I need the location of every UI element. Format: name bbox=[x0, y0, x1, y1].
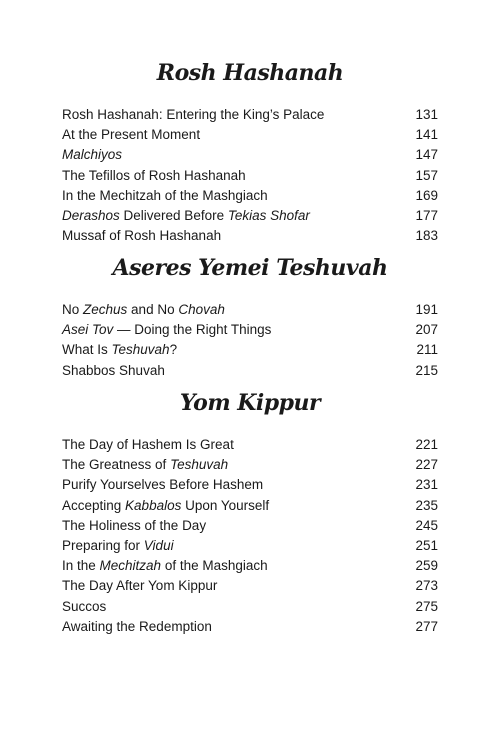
entry-list bbox=[62, 300, 438, 381]
entry-page-number: 231 bbox=[415, 477, 438, 493]
entry-page-number: 191 bbox=[415, 302, 438, 317]
entry-title-text: At the Present Moment bbox=[62, 127, 201, 143]
entry-title bbox=[62, 475, 263, 495]
toc-entry bbox=[62, 435, 438, 455]
entry-title bbox=[62, 597, 106, 617]
toc-entry bbox=[62, 496, 438, 516]
entry-title-italic: Chovah bbox=[178, 302, 225, 317]
toc-entry bbox=[62, 186, 438, 206]
entry-page-number: 273 bbox=[415, 578, 438, 594]
entry-title-text: Succos bbox=[62, 598, 107, 614]
entry-page-number: 221 bbox=[415, 437, 438, 452]
toc-entry bbox=[62, 576, 438, 596]
entry-title-italic: Zechus bbox=[83, 302, 128, 317]
entry-title-text: In the Mechitzah of the Mashgiach bbox=[62, 187, 268, 203]
toc-entry bbox=[62, 166, 438, 186]
toc-entry bbox=[62, 516, 438, 536]
entry-title-text: — Doing the Right Things bbox=[113, 322, 272, 338]
section-rosh-hashanah bbox=[62, 57, 438, 246]
toc-entry bbox=[62, 105, 438, 125]
entry-title-text: Shabbos Shuvah bbox=[62, 362, 165, 378]
entry-page-number: 259 bbox=[415, 558, 438, 574]
entry-title-text: In the bbox=[62, 558, 100, 574]
entry-title-text: ? bbox=[169, 342, 178, 358]
entry-title bbox=[62, 166, 246, 186]
toc-entry bbox=[62, 125, 438, 145]
entry-title-italic: Vidui bbox=[143, 537, 174, 553]
entry-list bbox=[62, 435, 438, 637]
entry-page-number: 275 bbox=[415, 598, 438, 614]
entry-title-text: What Is bbox=[62, 342, 112, 358]
toc-entry bbox=[62, 597, 438, 617]
entry-page-number: 157 bbox=[415, 167, 438, 183]
entry-title-italic: Mechitzah bbox=[99, 558, 162, 574]
entry-title bbox=[62, 361, 165, 381]
entry-title bbox=[62, 206, 310, 226]
entry-page-number: 183 bbox=[415, 228, 438, 244]
entry-title bbox=[62, 186, 268, 206]
entry-title-text: Awaiting the Redemption bbox=[62, 618, 212, 634]
toc-entry bbox=[62, 536, 438, 556]
entry-title-text: Purify Yourselves Before Hashem bbox=[62, 477, 264, 493]
entry-title bbox=[62, 105, 324, 125]
entry-title bbox=[62, 516, 206, 536]
entry-page-number: 211 bbox=[416, 342, 438, 358]
entry-list bbox=[62, 105, 438, 246]
entry-title-text: Delivered Before bbox=[119, 207, 228, 223]
entry-title-text: The Greatness of bbox=[62, 457, 171, 473]
entry-title-text: Mussaf of Rosh Hashanah bbox=[62, 228, 222, 244]
entry-title bbox=[62, 226, 221, 246]
toc-entry bbox=[62, 361, 438, 381]
toc-entry bbox=[62, 617, 438, 637]
entry-title-italic: Malchiyos bbox=[62, 147, 123, 163]
entry-title bbox=[62, 145, 122, 165]
section-title: Rosh Hashanah bbox=[156, 60, 344, 86]
entry-page-number: 215 bbox=[415, 362, 438, 378]
entry-title-italic: Tekias Shofar bbox=[227, 207, 310, 223]
entry-page-number: 277 bbox=[415, 618, 438, 634]
entry-page-number: 177 bbox=[415, 207, 438, 223]
entry-page-number: 235 bbox=[415, 497, 438, 513]
entry-title-text: Upon Yourself bbox=[181, 497, 270, 513]
entry-title bbox=[62, 300, 225, 320]
section-title: Aseres Yemei Teshuvah bbox=[112, 255, 388, 281]
entry-title bbox=[62, 340, 177, 360]
entry-title-text: The Holiness of the Day bbox=[62, 517, 207, 533]
entry-page-number: 141 bbox=[415, 127, 438, 143]
toc-entry bbox=[62, 206, 438, 226]
entry-title bbox=[62, 617, 212, 637]
entry-page-number: 169 bbox=[415, 187, 438, 203]
section-title: Yom Kippur bbox=[179, 390, 321, 416]
entry-title bbox=[62, 435, 234, 455]
entry-title bbox=[62, 536, 174, 556]
entry-title-italic: Teshuvah bbox=[170, 457, 229, 473]
entry-title bbox=[62, 556, 268, 576]
entry-title-text: No bbox=[62, 302, 84, 317]
entry-title-italic: Teshuvah bbox=[111, 342, 170, 358]
toc-entry bbox=[62, 320, 438, 340]
entry-title bbox=[62, 496, 269, 516]
toc-entry bbox=[62, 226, 438, 246]
entry-title bbox=[62, 455, 228, 475]
toc-entry bbox=[62, 475, 438, 495]
toc-entry bbox=[62, 455, 438, 475]
entry-page-number: 207 bbox=[415, 322, 438, 338]
toc-entry bbox=[62, 340, 438, 360]
entry-page-number: 147 bbox=[415, 147, 438, 163]
section-yom-kippur bbox=[62, 387, 438, 637]
entry-title-text: The Day After Yom Kippur bbox=[62, 578, 218, 594]
entry-title-italic: Derashos bbox=[62, 207, 120, 223]
entry-title-text: Accepting bbox=[62, 497, 126, 513]
entry-title-italic: Asei Tov bbox=[62, 322, 114, 338]
entry-title-text: Preparing for bbox=[62, 537, 144, 553]
entry-title-text: The Tefillos of Rosh Hashanah bbox=[62, 167, 246, 183]
entry-title bbox=[62, 320, 271, 340]
entry-title-text: and No bbox=[127, 302, 179, 317]
toc-entry bbox=[62, 145, 438, 165]
toc-entry bbox=[62, 300, 438, 320]
toc-entry bbox=[62, 556, 438, 576]
section-aseres-yemei-teshuvah bbox=[62, 252, 438, 381]
entry-page-number: 131 bbox=[415, 107, 438, 122]
entry-page-number: 227 bbox=[415, 457, 438, 473]
entry-title bbox=[62, 125, 200, 145]
entry-page-number: 245 bbox=[415, 517, 438, 533]
entry-page-number: 251 bbox=[415, 537, 438, 553]
entry-title-text: of the Mashgiach bbox=[161, 558, 268, 574]
entry-title-text: Rosh Hashanah: Entering the King’s Palace bbox=[62, 107, 325, 122]
entry-title-text: The Day of Hashem Is Great bbox=[62, 437, 234, 452]
entry-title-italic: Kabbalos bbox=[125, 497, 182, 513]
entry-title bbox=[62, 576, 217, 596]
